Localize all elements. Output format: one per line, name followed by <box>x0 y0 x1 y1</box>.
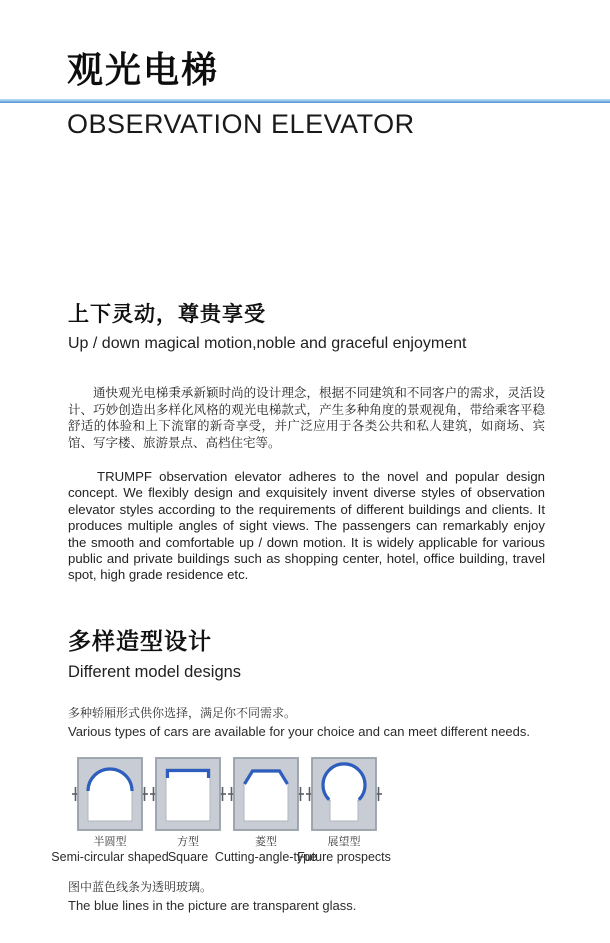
semi-circular-car-diagram <box>70 757 150 831</box>
motion-heading-zh: 上下灵动，尊贵享受 <box>68 303 266 326</box>
cutting-angle-car-diagram <box>226 757 306 831</box>
designs-intro-en: Various types of cars are available for your choice and can meet different needs. <box>68 724 531 740</box>
page-title-zh: 观光电梯 <box>67 49 220 90</box>
figure-label-en: Semi-circular shaped <box>51 850 169 865</box>
car-seam-cover <box>331 800 357 806</box>
section-motion <box>68 302 545 584</box>
car-outline <box>244 770 288 822</box>
car-outline <box>166 769 210 821</box>
figure-future-prospect <box>297 757 391 865</box>
figure-label-en: Future prospects <box>297 850 391 865</box>
future-prospect-car-diagram <box>304 757 384 831</box>
motion-heading-en: Up / down magical motion,noble and graceful enjoyment <box>68 335 467 353</box>
figure-label-zh: 方型 <box>177 836 199 848</box>
figure-label-zh: 菱型 <box>255 836 277 848</box>
figure-label-zh: 展望型 <box>327 836 361 848</box>
header-divider-rule <box>0 99 610 103</box>
figure-label-en: Square <box>167 850 209 865</box>
section-designs <box>68 628 545 741</box>
glass-note-en: The blue lines in the picture are transparent glass. <box>68 897 357 913</box>
car-shape-figures <box>51 757 391 865</box>
designs-heading-zh: 多样造型设计 <box>68 628 212 654</box>
figure-semi-circular <box>51 757 169 865</box>
figure-square <box>149 757 227 865</box>
glass-note-zh: 图中蓝色线条为透明玻璃。 <box>68 880 213 894</box>
figure-cutting-angle <box>214 757 318 865</box>
figure-label-en: Cutting-angle-type <box>214 850 318 865</box>
motion-paragraph-zh: 通快观光电梯秉承新颖时尚的设计理念，根据不同建筑和不同客户的需求，灵活设计、巧妙创造出多样化风格的观光电梯款式，产生多种角度的景观视角，带给乘客平稳舒适的体验和上下流窜的新奇享受，并广泛应用于各类公共和私人建筑，如商场、宾馆、写字楼、旅游景点、高档住宅等。 <box>68 386 545 450</box>
designs-intro-zh: 多种轿厢形式供你选择，满足你不同需求。 <box>68 705 297 720</box>
designs-heading-en: Different model designs <box>68 662 242 681</box>
glass-note <box>68 880 356 914</box>
figure-label-zh: 半圆型 <box>93 836 127 848</box>
page-title-en: OBSERVATION ELEVATOR <box>67 109 415 139</box>
square-car-diagram <box>148 757 228 831</box>
motion-paragraph-en: TRUMPF observation elevator adheres to the novel and popular design concept. We flexibly design and exquisitely invent diverse styles of observation elevator styles according to the requirements of different buildings and clients. It produces multiple angles of sight views. The passengers can remarkably enjoy the smooth and comfortable up / down motion. It is widely applicable for various public and private buildings such as shopping center, hotel, office building, travel spot, high grade residence etc. <box>68 469 545 583</box>
